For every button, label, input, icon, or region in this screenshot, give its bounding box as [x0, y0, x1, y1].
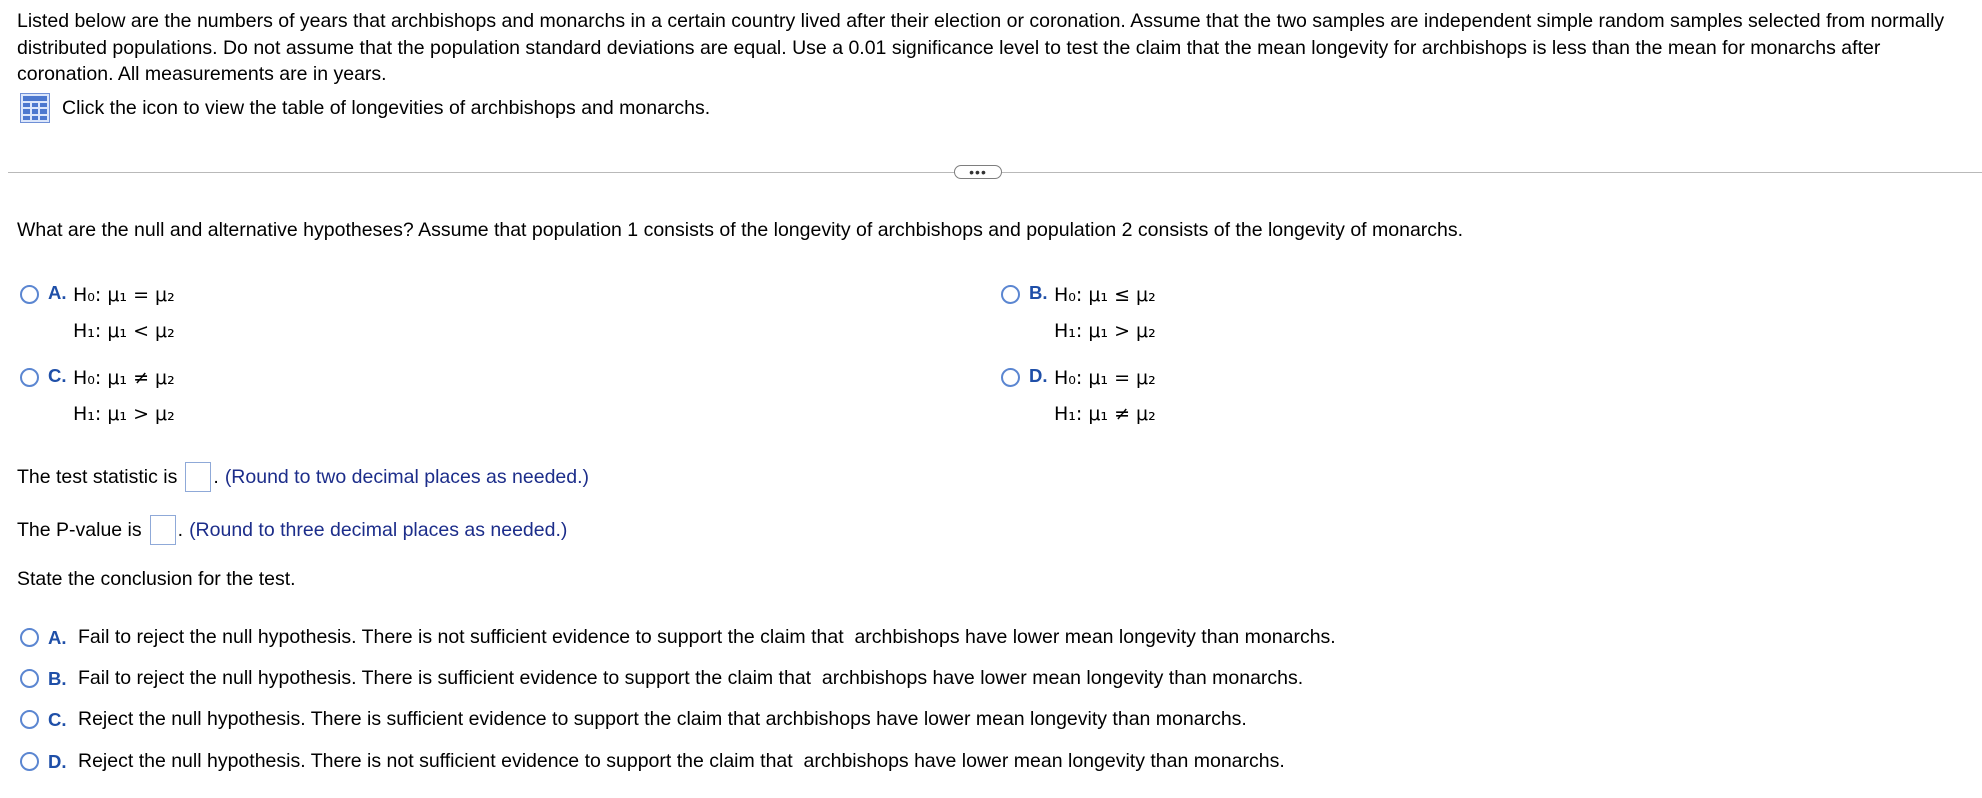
- radio-button[interactable]: [20, 669, 39, 688]
- conclusion-text: Fail to reject the null hypothesis. There is sufficient evidence to support the claim that archbishops have lower mean longevity than monarchs.: [78, 667, 1304, 689]
- test-statistic-row: [17, 462, 589, 492]
- p-value-label: The P-value is: [17, 518, 142, 541]
- p-value-hint: (Round to three decimal places as needed.): [189, 518, 568, 541]
- option-letter: C.: [48, 365, 67, 386]
- radio-button[interactable]: [1001, 368, 1020, 387]
- radio-button[interactable]: [20, 368, 39, 387]
- option-letter: B.: [48, 667, 67, 689]
- test-statistic-input[interactable]: [185, 462, 211, 492]
- table-link[interactable]: [20, 93, 710, 123]
- p-value-input[interactable]: [150, 515, 176, 545]
- conclusion-option-a[interactable]: [20, 626, 1336, 649]
- hypotheses-question: What are the null and alternative hypotheses? Assume that population 1 consists of the longevity of archbishops and population 2 consists of the longevity of monarchs.: [17, 219, 1464, 241]
- null-hypothesis: H₀: μ₁ = μ₂: [1054, 367, 1156, 389]
- p-value-row: [17, 515, 567, 545]
- radio-button[interactable]: [20, 752, 39, 771]
- hypothesis-option-d[interactable]: [1001, 365, 1156, 432]
- hypothesis-option-b[interactable]: [1001, 282, 1156, 349]
- conclusion-text: Fail to reject the null hypothesis. There is not sufficient evidence to support the claim that archbishops have lower mean longevity than monarchs.: [78, 626, 1336, 648]
- conclusion-option-b[interactable]: [20, 667, 1303, 690]
- option-letter: D.: [48, 750, 67, 772]
- option-letter: A.: [48, 282, 67, 303]
- conclusion-option-c[interactable]: [20, 708, 1247, 731]
- radio-button[interactable]: [20, 285, 39, 304]
- test-statistic-hint: (Round to two decimal places as needed.): [224, 465, 590, 488]
- radio-button[interactable]: [20, 628, 39, 647]
- alternative-hypothesis: H₁: μ₁ ≠ μ₂: [1054, 403, 1156, 425]
- alternative-hypothesis: H₁: μ₁ > μ₂: [73, 403, 175, 425]
- conclusion-text: Reject the null hypothesis. There is not sufficient evidence to support the claim that archbishops have lower mean longevity than monarchs.: [78, 750, 1285, 772]
- conclusion-prompt: State the conclusion for the test.: [17, 568, 296, 590]
- hypothesis-option-c[interactable]: [20, 365, 175, 432]
- null-hypothesis: H₀: μ₁ ≠ μ₂: [73, 367, 175, 389]
- conclusion-text: Reject the null hypothesis. There is sufficient evidence to support the claim that archbishops have lower mean longevity than monarchs.: [78, 708, 1247, 730]
- more-button[interactable]: •••: [954, 165, 1002, 179]
- table-grid-icon[interactable]: [20, 93, 50, 123]
- conclusion-option-d[interactable]: [20, 750, 1285, 773]
- option-letter: B.: [1029, 282, 1048, 303]
- null-hypothesis: H₀: μ₁ = μ₂: [73, 284, 175, 306]
- test-statistic-period: .: [213, 465, 219, 488]
- table-link-text: Click the icon to view the table of longevities of archbishops and monarchs.: [62, 96, 711, 119]
- hypothesis-option-a[interactable]: [20, 282, 175, 349]
- alternative-hypothesis: H₁: μ₁ < μ₂: [73, 320, 175, 342]
- null-hypothesis: H₀: μ₁ ≤ μ₂: [1054, 284, 1156, 306]
- radio-button[interactable]: [20, 710, 39, 729]
- test-statistic-label: The test statistic is: [17, 465, 178, 488]
- option-letter: C.: [48, 708, 67, 730]
- option-letter: D.: [1029, 365, 1048, 386]
- option-letter: A.: [48, 626, 67, 648]
- problem-statement: Listed below are the numbers of years that archbishops and monarchs in a certain country lived after their election or coronation. Assume that the two samples are independent simple random samples selected from normally distributed populations. Do not assume that the population standard deviations are equal. Use a 0.01 significance level to test the claim that the mean longevity for archbishops is less than the mean for monarchs after coronation. All measurements are in years.: [17, 10, 1945, 85]
- p-value-period: .: [177, 518, 184, 541]
- alternative-hypothesis: H₁: μ₁ > μ₂: [1054, 320, 1156, 342]
- radio-button[interactable]: [1001, 285, 1020, 304]
